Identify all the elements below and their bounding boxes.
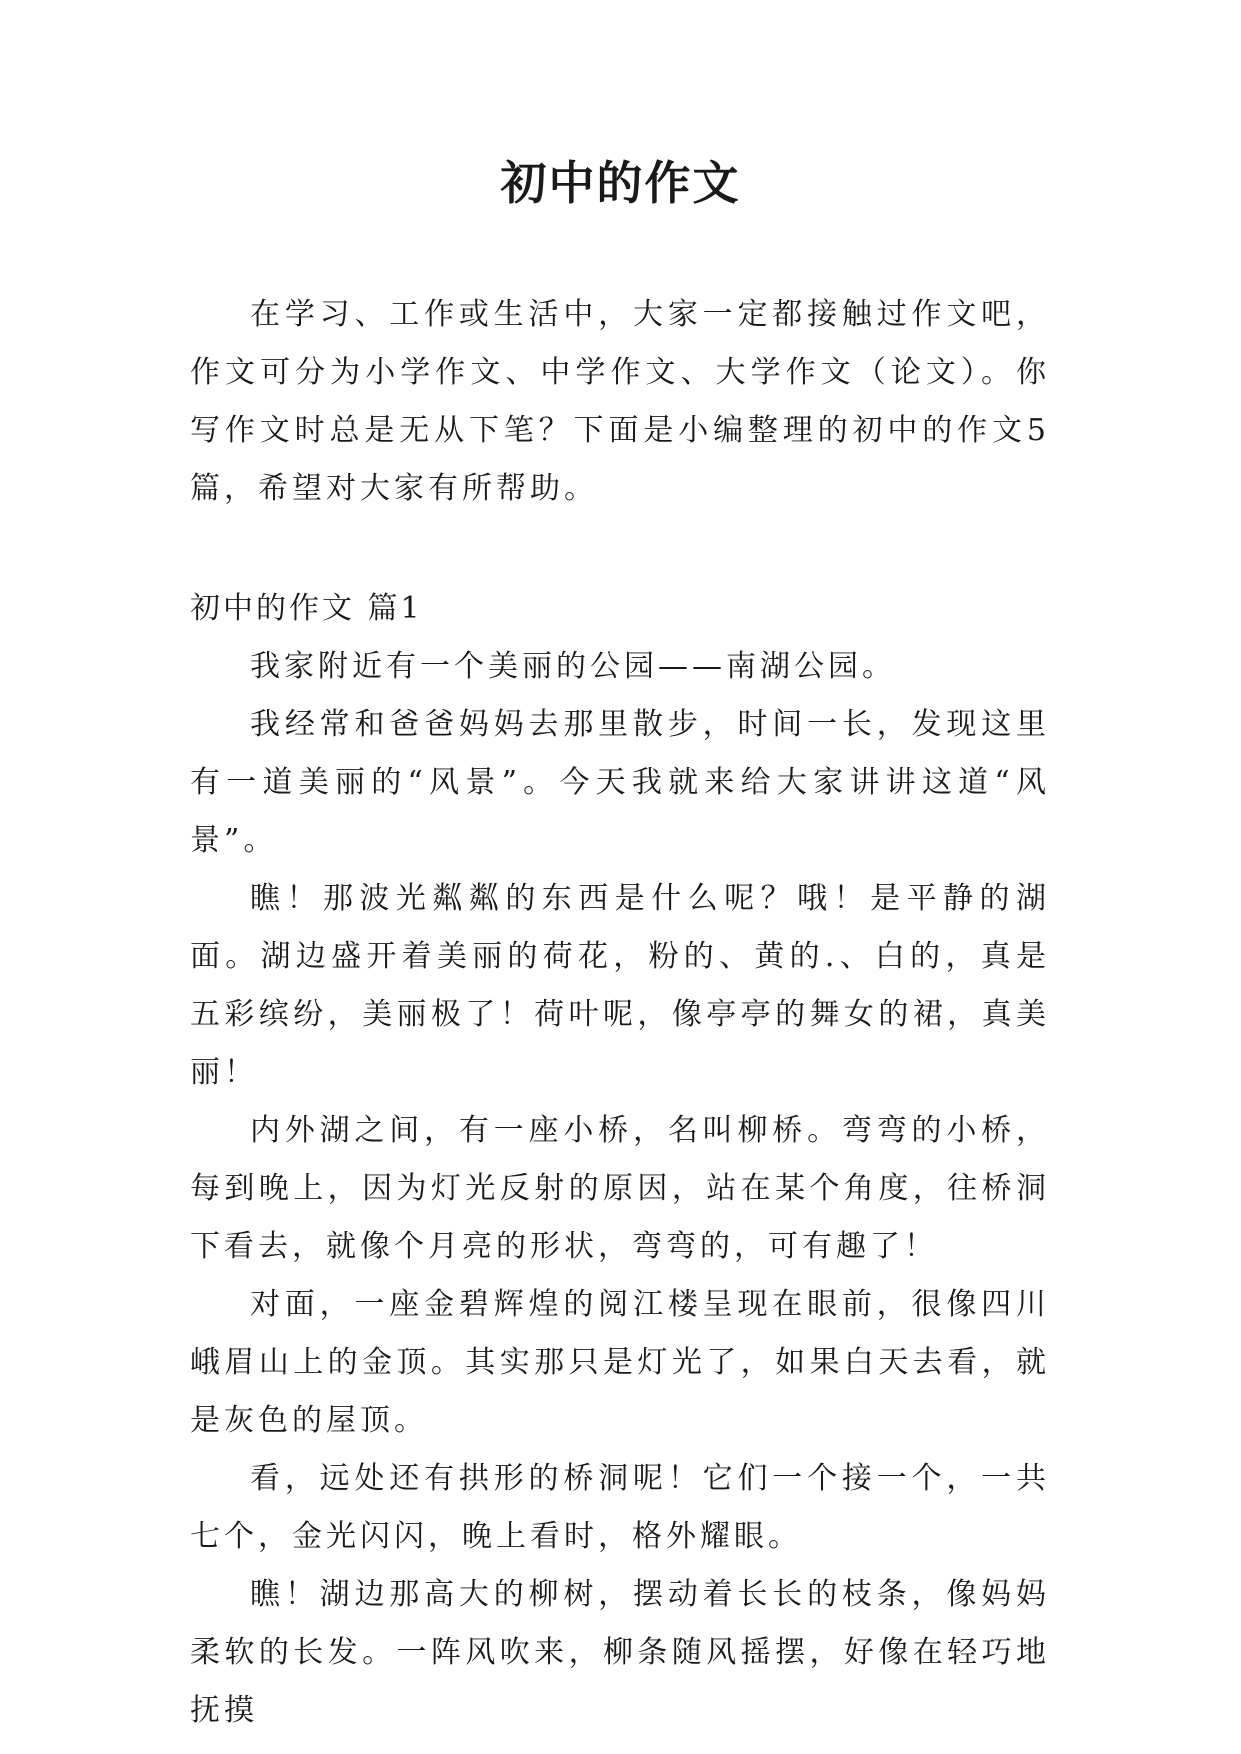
essay-paragraph: 对面，一座金碧辉煌的阅江楼呈现在眼前，很像四川峨眉山上的金顶。其实那只是灯光了，如果白天去看，就是灰色的屋顶。 [190, 1287, 1050, 1438]
intro-block [190, 286, 1050, 518]
essay-paragraph: 我经常和爸爸妈妈去那里散步，时间一长，发现这里有一道美丽的“风景”。今天我就来给大家讲讲这道“风景”。 [190, 707, 1050, 858]
essay-paragraph: 内外湖之间，有一座小桥，名叫柳桥。弯弯的小桥，每到晚上，因为灯光反射的原因，站在某个角度，往桥洞下看去，就像个月亮的形状，弯弯的，可有趣了！ [190, 1113, 1050, 1264]
section-heading: 初中的作文 篇1 [190, 591, 423, 626]
intro-paragraph: 在学习、工作或生活中，大家一定都接触过作文吧，作文可分为小学作文、中学作文、大学作文（论文）。你写作文时总是无从下笔？下面是小编整理的初中的作文5篇，希望对大家有所帮助。 [190, 297, 1050, 506]
essay-paragraph: 瞧！湖边那高大的柳树，摆动着长长的枝条，像妈妈柔软的长发。一阵风吹来，柳条随风摇摆，好像在轻巧地抚摸 [190, 1577, 1050, 1728]
essay-paragraph: 看，远处还有拱形的桥洞呢！它们一个接一个，一共七个，金光闪闪，晚上看时，格外耀眼。 [190, 1461, 1050, 1554]
essay-paragraph: 瞧！那波光粼粼的东西是什么呢？哦！是平静的湖面。湖边盛开着美丽的荷花，粉的、黄的.、白的，真是五彩缤纷，美丽极了！荷叶呢，像亭亭的舞女的裙，真美丽！ [190, 881, 1050, 1090]
document-title: 初中的作文 [500, 156, 741, 210]
essay-section [190, 580, 1050, 1740]
essay-paragraph: 我家附近有一个美丽的公园——南湖公园。 [250, 649, 896, 684]
